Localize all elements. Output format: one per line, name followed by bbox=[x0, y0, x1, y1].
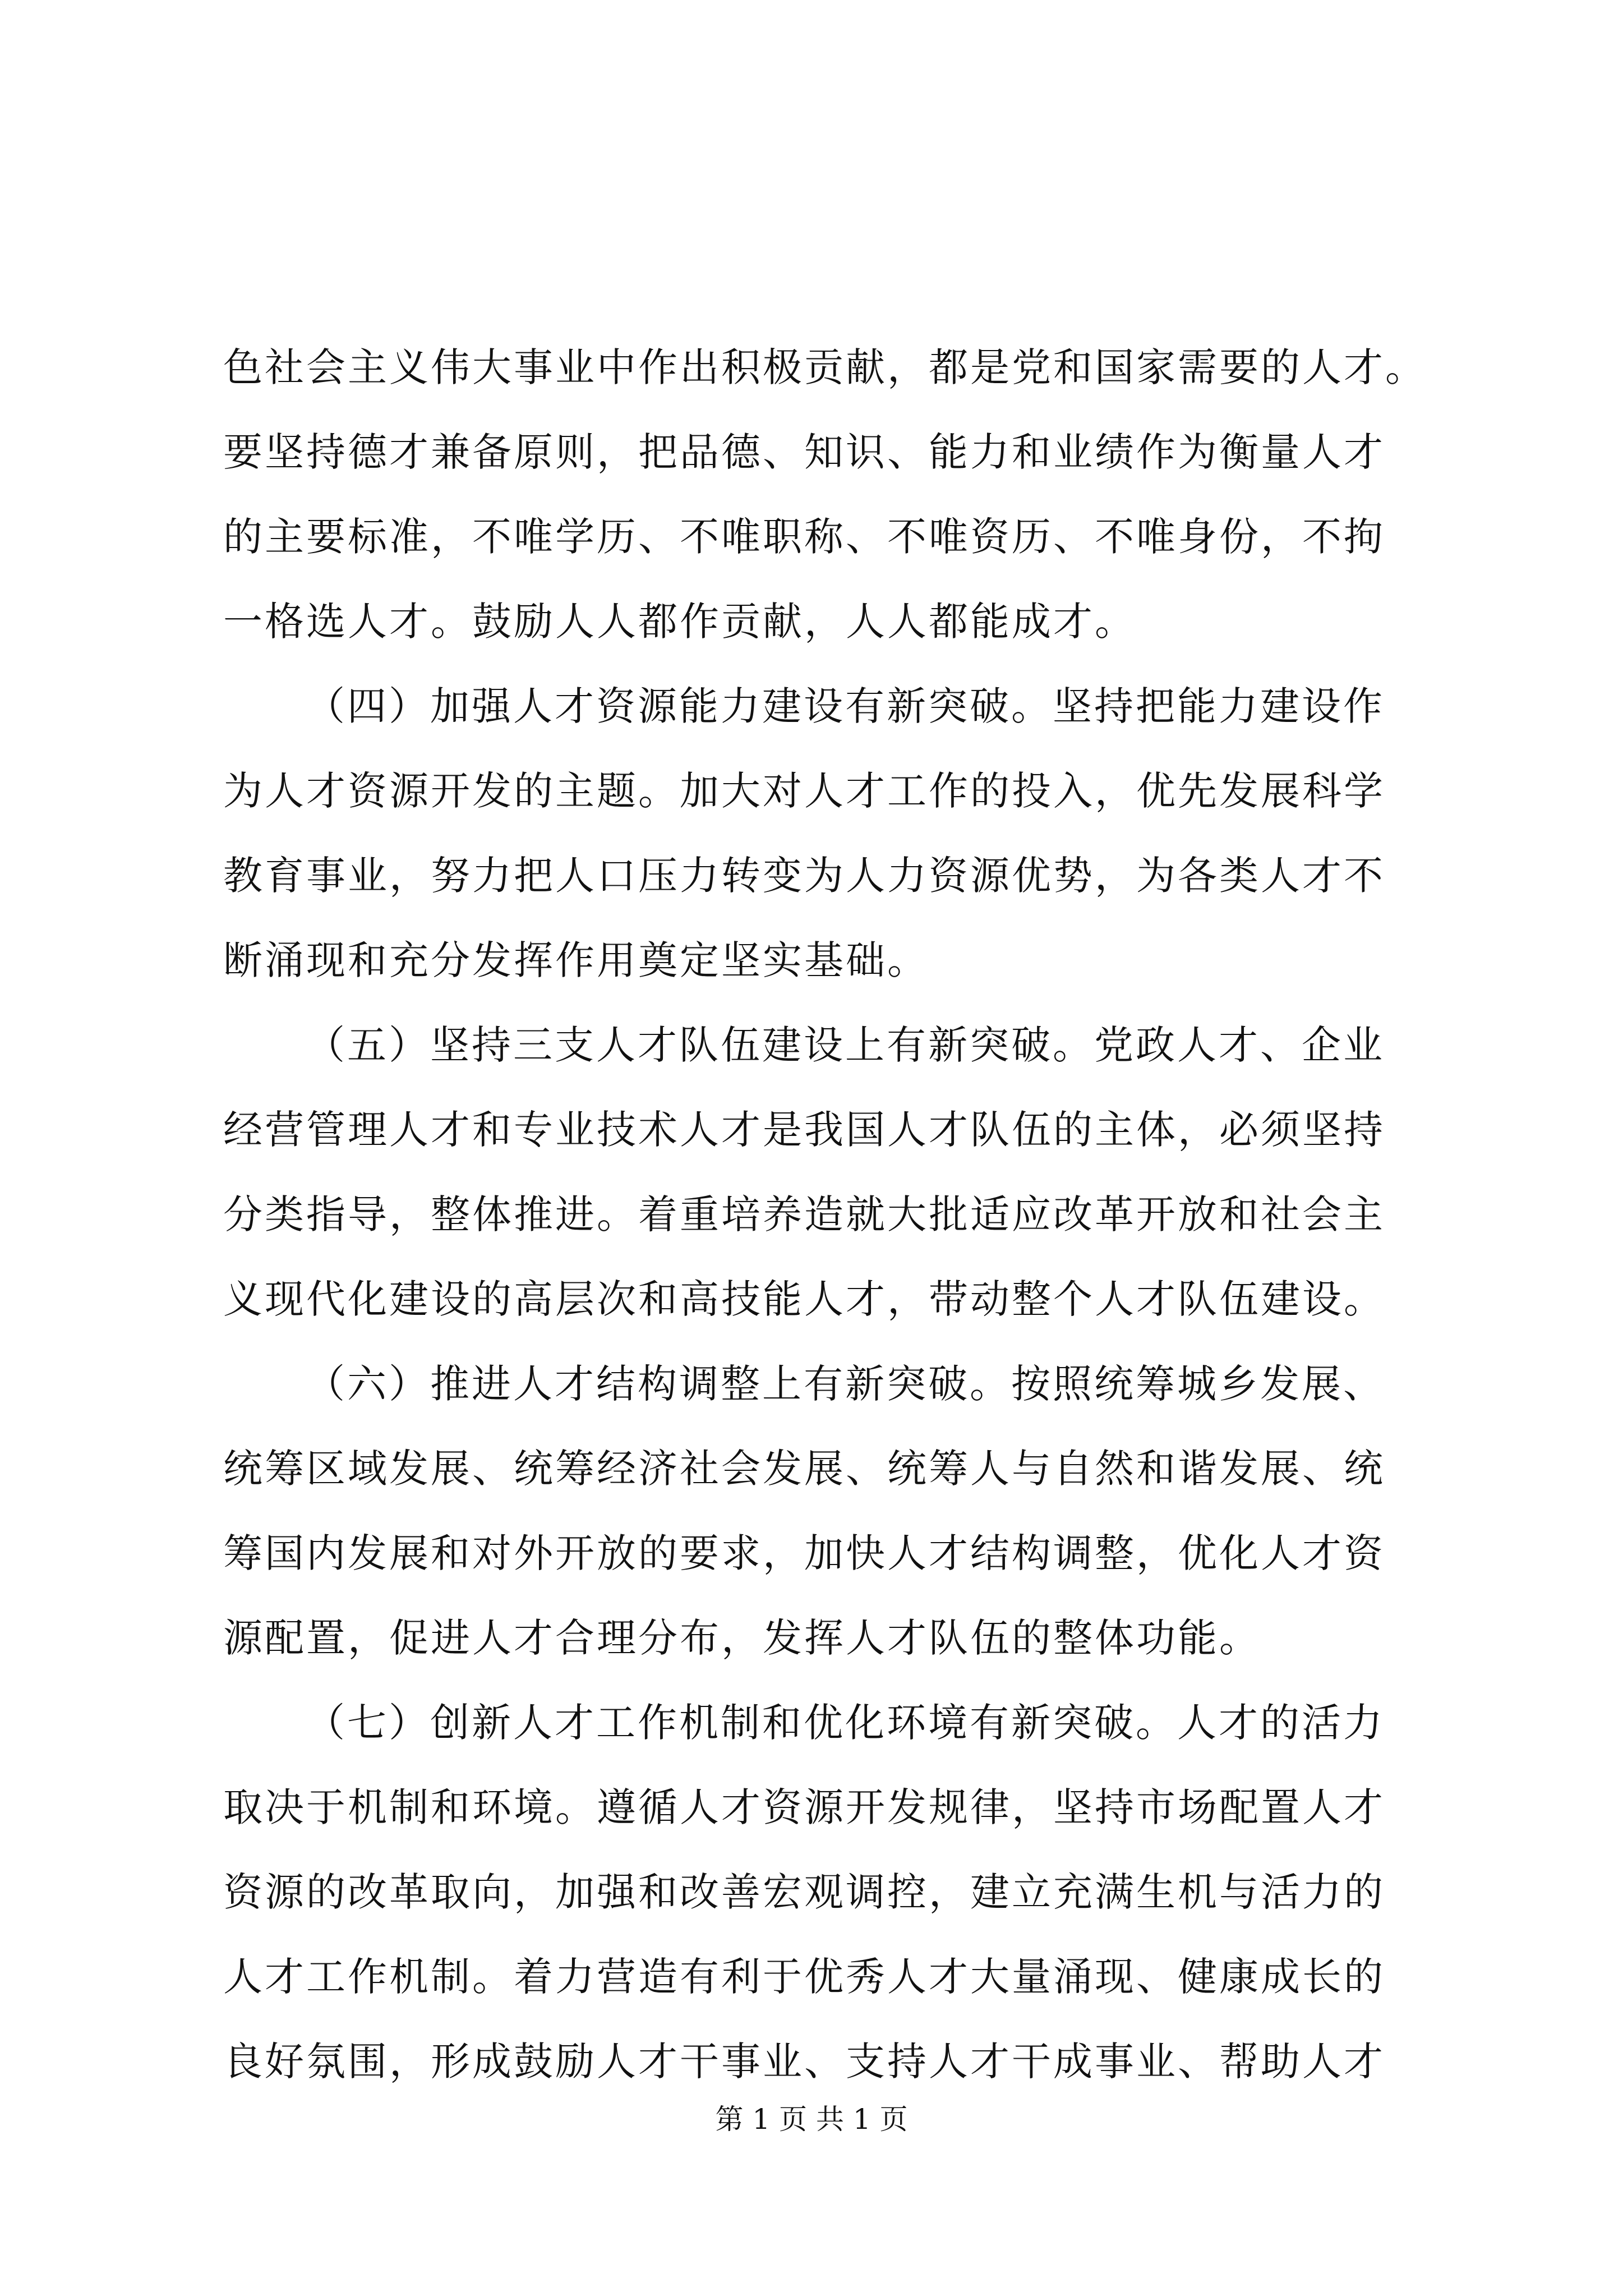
text-line: 色社会主义伟大事业中作出积极贡献，都是党和国家需要的人才。 bbox=[223, 344, 1427, 390]
paragraph-heading-line: （七）创新人才工作机制和优化环境有新突破。人才的活力 bbox=[306, 1700, 1385, 1746]
text-line: 分类指导，整体推进。着重培养造就大批适应改革开放和社会主 bbox=[223, 1191, 1385, 1237]
text-line: 人才工作机制。着力营造有利于优秀人才大量涌现、健康成长的 bbox=[223, 1954, 1385, 2000]
page-footer: 第 1 页 共 1 页 bbox=[715, 2103, 908, 2136]
text-line: 为人才资源开发的主题。加大对人才工作的投入，优先发展科学 bbox=[223, 768, 1385, 814]
paragraph-heading-line: （六）推进人才结构调整上有新突破。按照统筹城乡发展、 bbox=[306, 1361, 1385, 1407]
text-line: 义现代化建设的高层次和高技能人才，带动整个人才队伍建设。 bbox=[223, 1276, 1385, 1322]
text-line: 良好氛围，形成鼓励人才干事业、支持人才干成事业、帮助人才 bbox=[223, 2039, 1385, 2085]
text-line: 统筹区域发展、统筹经济社会发展、统筹人与自然和谐发展、统 bbox=[223, 1446, 1385, 1492]
text-line: 的主要标准，不唯学历、不唯职称、不唯资历、不唯身份，不拘 bbox=[223, 514, 1385, 560]
text-line: 断涌现和充分发挥作用奠定坚实基础。 bbox=[223, 937, 929, 983]
paragraph-heading-line: （五）坚持三支人才队伍建设上有新突破。党政人才、企业 bbox=[306, 1022, 1385, 1068]
text-line: 经营管理人才和专业技术人才是我国人才队伍的主体，必须坚持 bbox=[223, 1107, 1385, 1153]
text-line: 源配置，促进人才合理分布，发挥人才队伍的整体功能。 bbox=[223, 1615, 1261, 1661]
text-line: 取决于机制和环境。遵循人才资源开发规律，坚持市场配置人才 bbox=[223, 1784, 1385, 1830]
text-line: 一格选人才。鼓励人人都作贡献，人人都能成才。 bbox=[223, 599, 1136, 645]
text-line: 筹国内发展和对外开放的要求，加快人才结构调整，优化人才资 bbox=[223, 1530, 1385, 1576]
text-line: 教育事业，努力把人口压力转变为人力资源优势，为各类人才不 bbox=[223, 853, 1385, 899]
text-line: 资源的改革取向，加强和改善宏观调控，建立充满生机与活力的 bbox=[223, 1869, 1385, 1915]
text-line: 要坚持德才兼备原则，把品德、知识、能力和业绩作为衡量人才 bbox=[223, 429, 1385, 475]
paragraph-heading-line: （四）加强人才资源能力建设有新突破。坚持把能力建设作 bbox=[306, 683, 1385, 729]
